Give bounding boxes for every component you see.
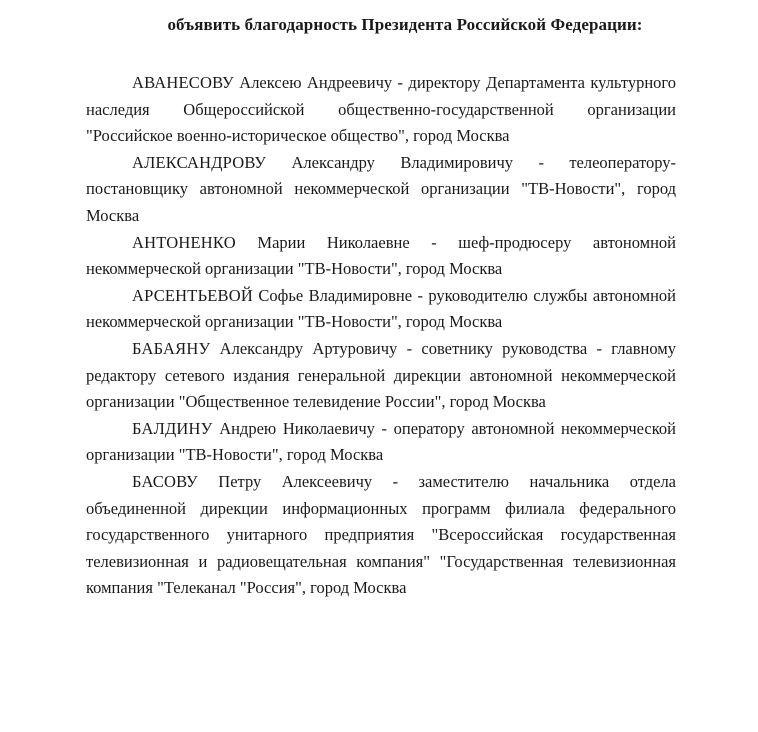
award-entry <box>86 70 676 150</box>
award-entry <box>86 283 676 336</box>
recipient-surname: АНТОНЕНКО <box>132 232 236 252</box>
recipient-surname: БАЛДИНУ <box>132 418 213 438</box>
recipient-details: Александру Артуровичу - советнику руководства - главному редактору сетевого издания генеральной дирекции автономной некоммерческой организации "Общественное телевидение России", город Москва <box>86 338 676 412</box>
recipient-surname: АЛЕКСАНДРОВУ <box>132 152 267 172</box>
award-entry <box>86 469 676 602</box>
recipient-surname: АВАНЕСОВУ <box>132 73 234 92</box>
award-entry <box>86 150 676 230</box>
document-heading: объявить благодарность Президента Российской Федерации: <box>167 15 643 34</box>
award-entry <box>86 416 676 469</box>
award-entry <box>86 230 676 283</box>
recipient-surname: БАСОВУ <box>132 471 198 491</box>
recipient-details: Петру Алексеевичу - заместителю начальника отдела объединенной дирекции информационных программ филиала федерального государственного унитарного предприятия "Всероссийская государственная телевизионная и радиовещательная компания" "Государственная телевизионная компания "Телеканал "Россия", город Москва <box>86 471 676 598</box>
award-entry <box>86 336 676 416</box>
recipient-details: Софье Владимировне - руководителю службы автономной некоммерческой организации "ТВ-Новости", город Москва <box>86 285 676 332</box>
recipient-surname: БАБАЯНУ <box>132 338 211 358</box>
recipient-surname: АРСЕНТЬЕВОЙ <box>132 285 253 305</box>
award-list <box>86 70 676 602</box>
recipient-details: Марии Николаевне - шеф-продюсеру автономной некоммерческой организации "ТВ-Новости", город Москва <box>86 232 676 279</box>
recipient-details: Андрею Николаевичу - оператору автономной некоммерческой организации "ТВ-Новости", город Москва <box>86 418 676 465</box>
recipient-details: Алексею Андреевичу - директору Департамента культурного наследия Общероссийской общественно-государственной организации "Российское военно-историческое общество", город Москва <box>86 73 677 146</box>
recipient-details: Александру Владимировичу - телеоператору-постановщику автономной некоммерческой организации "ТВ-Новости", город Москва <box>86 152 676 225</box>
